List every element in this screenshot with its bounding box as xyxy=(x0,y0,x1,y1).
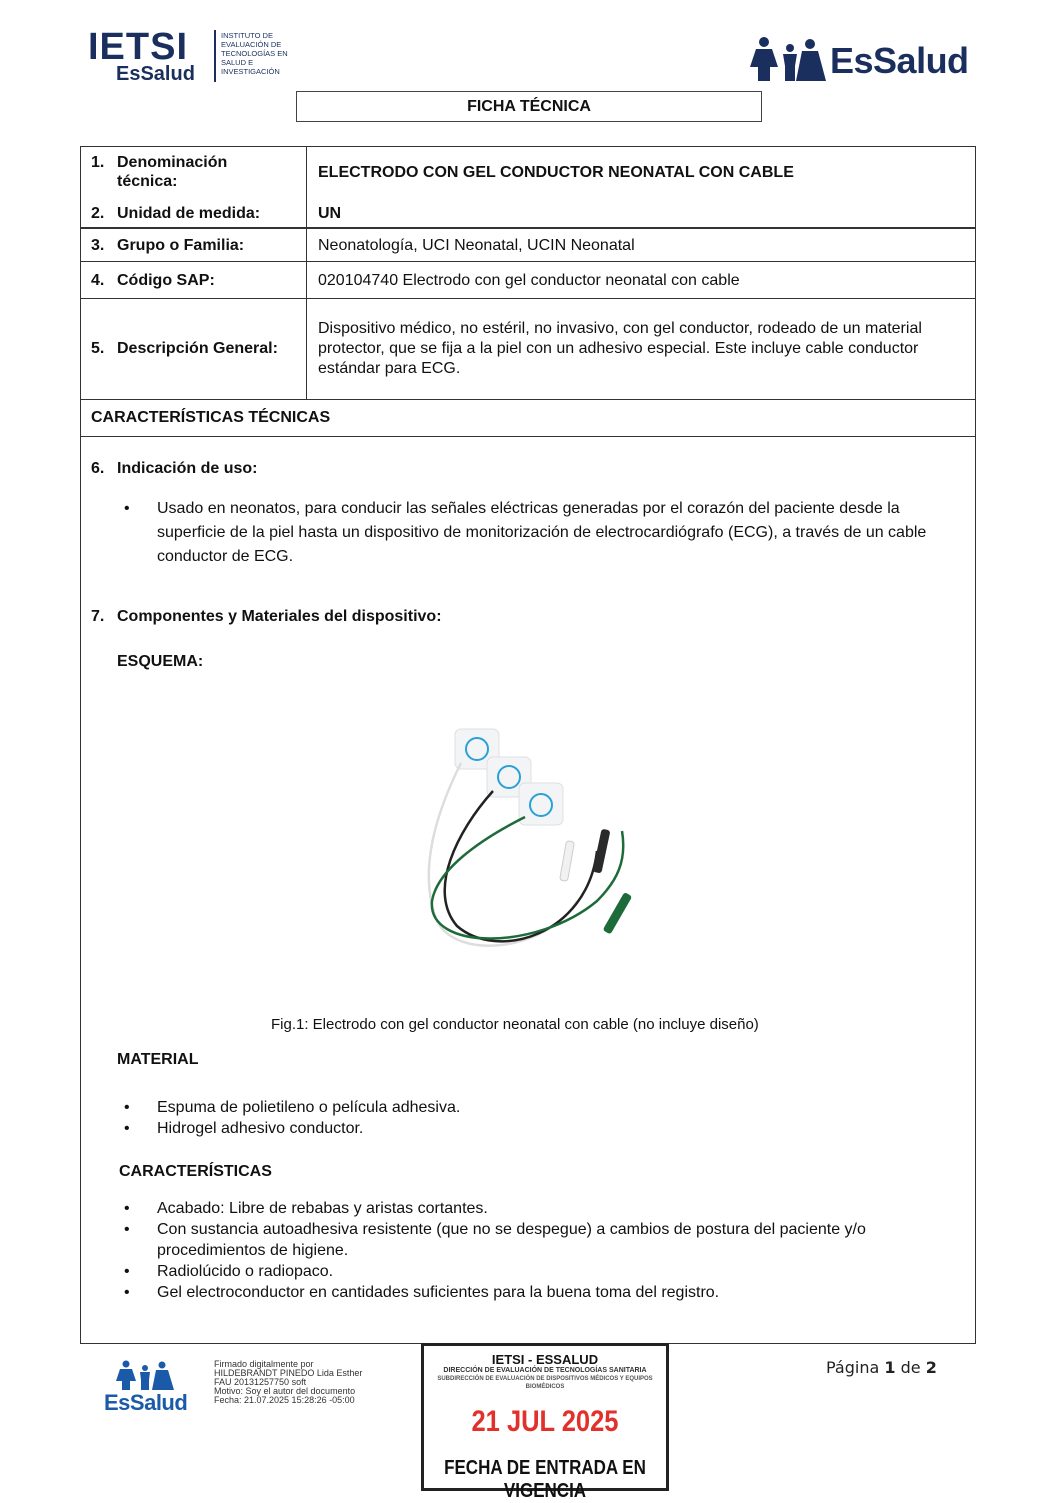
ietsi-logo xyxy=(88,28,303,86)
connector-green xyxy=(603,892,633,935)
field-label xyxy=(91,153,227,191)
bullet-icon: • xyxy=(124,1221,130,1238)
ietsi-desc-line: INVESTIGACIÓN xyxy=(221,67,280,76)
field-number: 1. xyxy=(91,154,105,171)
item-number: 6. xyxy=(91,460,105,477)
field-number: 2. xyxy=(91,205,105,222)
schema-label: ESQUEMA: xyxy=(117,653,204,670)
ietsi-logo-sub: EsSalud xyxy=(116,63,195,85)
ietsi-desc-line: INSTITUTO DE xyxy=(221,31,273,40)
bullet-icon: • xyxy=(124,500,130,517)
item-number: 7. xyxy=(91,608,105,625)
field-label-text: Grupo o Familia: xyxy=(117,237,245,254)
section-title: CARACTERÍSTICAS TÉCNICAS xyxy=(91,409,331,426)
field-number: 3. xyxy=(91,237,105,254)
field-label xyxy=(91,271,215,290)
item-heading-text: Indicación de uso: xyxy=(117,460,258,477)
field-row-unidad xyxy=(81,200,975,229)
electrode-pad xyxy=(519,783,563,825)
footer-logo-text: EsSalud xyxy=(104,1390,188,1415)
field-number: 5. xyxy=(91,340,105,357)
signature-line: Motivo: Soy el autor del documento xyxy=(214,1386,356,1396)
signature-line: HILDEBRANDT PINEDO Lida Esther xyxy=(214,1368,363,1378)
field-label-text: Código SAP: xyxy=(117,272,215,289)
stamp-date: 21 JUL 2025 xyxy=(471,1405,619,1438)
connector-white xyxy=(560,841,575,882)
field-value: ELECTRODO CON GEL CONDUCTOR NEONATAL CON CABLE xyxy=(318,164,794,181)
page-title: FICHA TÉCNICA xyxy=(296,91,762,122)
list-item: • Espuma de polietileno o película adhesiva. xyxy=(124,1099,461,1116)
list-item: • Radiolúcido o radiopaco. xyxy=(124,1263,334,1280)
spec-table xyxy=(80,146,976,1344)
item-heading-componentes xyxy=(91,605,442,628)
bullet-icon: • xyxy=(124,1263,130,1280)
bullet-icon: • xyxy=(124,1099,130,1116)
ietsi-desc-line: TECNOLOGÍAS EN xyxy=(221,49,288,58)
field-value: 020104740 Electrodo con gel conductor neonatal con cable xyxy=(318,272,740,289)
field-value: UN xyxy=(318,205,342,222)
field-label-text: Unidad de medida: xyxy=(117,205,261,222)
list-item: • Acabado: Libre de rebabas y aristas cortantes. xyxy=(124,1200,488,1217)
page-number: Página 1 de 2 xyxy=(826,1358,937,1377)
validity-stamp xyxy=(421,1343,669,1502)
indicacion-list xyxy=(119,497,959,569)
item-heading-text: Componentes y Materiales del dispositivo: xyxy=(117,608,442,625)
section-header-row xyxy=(81,400,975,437)
characteristics-list xyxy=(119,1198,964,1303)
stamp-footer: FECHA DE ENTRADA EN VIGENCIA xyxy=(444,1457,646,1502)
family-icon xyxy=(750,36,828,82)
field-row-codigo-sap xyxy=(81,262,975,299)
essalud-logo-text: EsSalud xyxy=(830,40,969,81)
footer-essalud-logo xyxy=(104,1360,188,1415)
essalud-logo xyxy=(750,30,980,86)
list-item: • Hidrogel adhesivo conductor. xyxy=(124,1120,364,1137)
ietsi-desc-line: SALUD E xyxy=(221,58,254,67)
bullet-icon: • xyxy=(124,1120,130,1137)
stamp-line: DIRECCIÓN DE EVALUACIÓN DE TECNOLOGÍAS SANITARIA xyxy=(443,1367,647,1374)
field-row-descripcion xyxy=(81,299,975,400)
item-heading-indicacion xyxy=(91,457,257,480)
signature-line: Firmado digitalmente por xyxy=(214,1359,314,1369)
figure-caption: Fig.1: Electrodo con gel conductor neonatal con cable (no incluye diseño) xyxy=(271,1016,759,1033)
stamp-line: SUBDIRECCIÓN DE EVALUACIÓN DE DISPOSITIVOS MÉDICOS Y EQUIPOS BIOMÉDICOS xyxy=(437,1376,653,1390)
stamp-title: IETSI - ESSALUD xyxy=(491,1352,599,1367)
field-label-text: Descripción General: xyxy=(117,340,278,357)
electrode-illustration xyxy=(417,721,633,971)
field-label-text: técnica: xyxy=(117,173,178,190)
family-icon xyxy=(116,1360,176,1390)
field-row-grupo xyxy=(81,229,975,262)
list-item: • Gel electroconductor en cantidades suficientes para la buena toma del registro. xyxy=(124,1284,720,1301)
field-number: 4. xyxy=(91,272,105,289)
bullet-icon: • xyxy=(124,1284,130,1301)
ietsi-desc-line: EVALUACIÓN DE xyxy=(221,40,282,49)
signature-line: Fecha: 21.07.2025 15:28:26 -05:00 xyxy=(214,1395,355,1405)
material-title: MATERIAL xyxy=(117,1051,199,1068)
list-item: • Con sustancia autoadhesiva resistente (que no se despegue) a cambios de postura del paciente y/o procedimientos de higiene. xyxy=(124,1221,866,1259)
field-label xyxy=(91,339,278,358)
ietsi-logo-description xyxy=(221,31,311,76)
logo-divider xyxy=(214,30,216,82)
bullet-icon: • xyxy=(124,1200,130,1217)
material-list xyxy=(119,1097,949,1139)
field-value: Dispositivo médico, no estéril, no invasivo, con gel conductor, rodeado de un material protector, que se fija a la piel con un adhesivo especial. Este incluye cable conductor estándar para ECG. xyxy=(318,320,922,377)
digital-signature xyxy=(214,1360,379,1405)
characteristics-title: CARACTERÍSTICAS xyxy=(119,1163,272,1180)
field-label xyxy=(91,236,244,255)
field-label xyxy=(91,204,260,223)
ietsi-logo-main: IETSI xyxy=(88,26,189,68)
field-label-text: Denominación xyxy=(117,154,228,171)
signature-line: FAU 20131257750 soft xyxy=(214,1377,307,1387)
connector-black xyxy=(593,829,611,874)
field-value: Neonatología, UCI Neonatal, UCIN Neonatal xyxy=(318,237,635,254)
list-item: • Usado en neonatos, para conducir las señales eléctricas generadas por el corazón del paciente desde la superficie de la piel hasta un dispositivo de monitorización de electrocardiógrafo (ECG), a través de un cable conductor de ECG. xyxy=(119,497,959,569)
